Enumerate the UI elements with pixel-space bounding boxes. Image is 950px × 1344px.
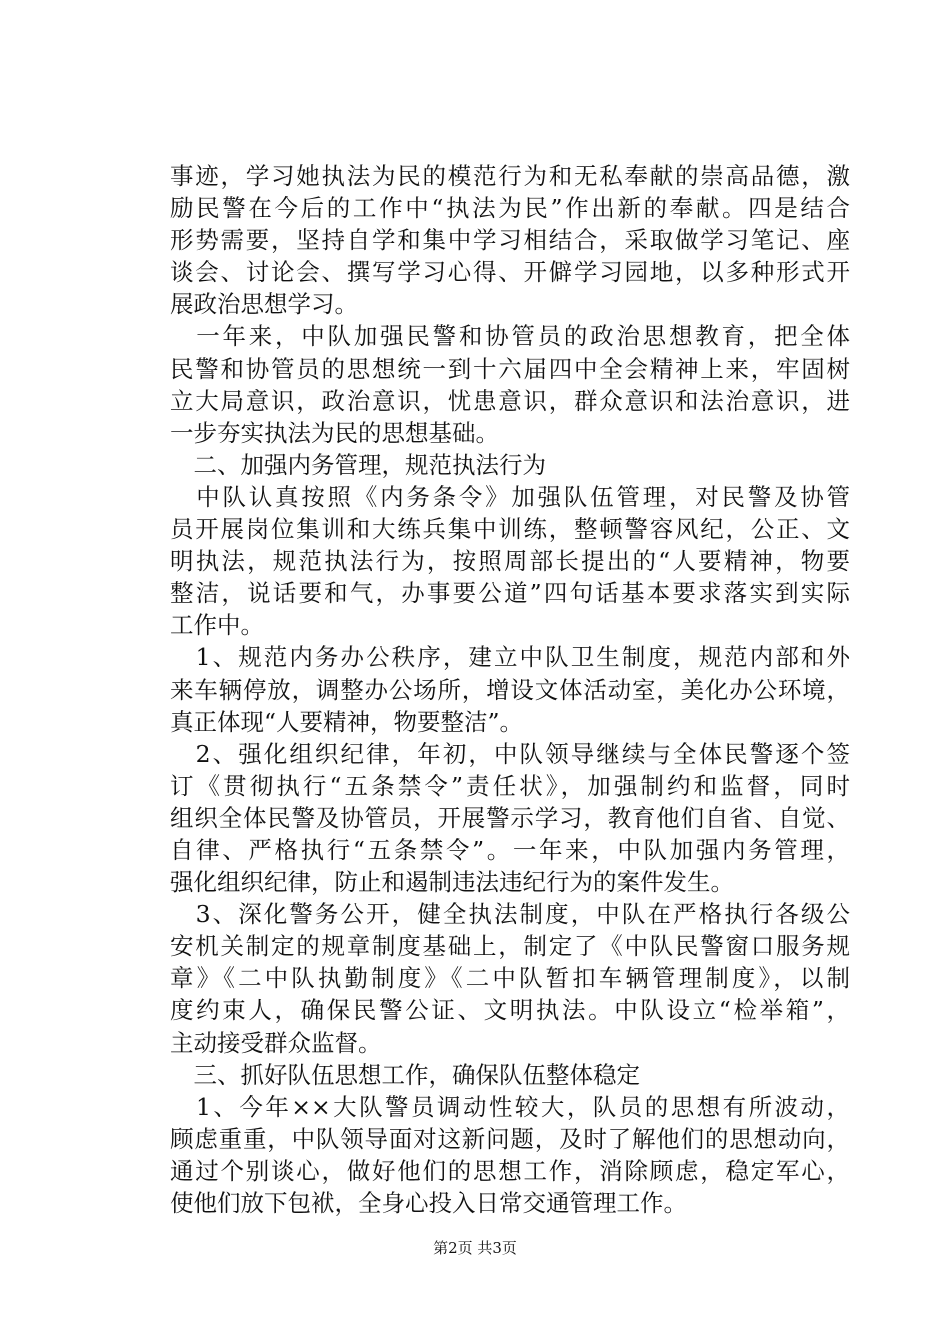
text-line: 一步夯实执法为民的思想基础。 [170, 418, 499, 447]
text-line: 民警和协管员的思想统一到十六届四中全会精神上来，牢固树 [170, 354, 850, 383]
text-line: 2、强化组织纪律，年初，中队领导继续与全体民警逐个签 [170, 739, 850, 768]
body-text [170, 160, 850, 1219]
text-line: 度约束人，确保民警公证、文明执法。中队设立“检举箱”， [170, 996, 850, 1025]
text-line: 使他们放下包袱，全身心投入日常交通管理工作。 [170, 1189, 687, 1217]
text-line: 二、加强内务管理，规范执法行为 [170, 450, 546, 479]
text-line: 展政治思想学习。 [170, 290, 358, 319]
text-line: 订《贯彻执行“五条禁令”责任状》，加强制约和监督，同时 [170, 771, 850, 800]
text-line: 整洁，说话要和气，办事要公道”四句话基本要求落实到实际 [170, 579, 850, 608]
text-line: 章》《二中队执勤制度》《二中队暂扣车辆管理制度》，以制 [170, 964, 850, 993]
text-line: 来车辆停放，调整办公场所，增设文体活动室，美化办公环境， [170, 675, 850, 704]
text-line: 3、深化警务公开，健全执法制度，中队在严格执行各级公 [170, 900, 850, 929]
text-line: 组织全体民警及协管员，开展警示学习，教育他们自省、自觉、 [170, 803, 850, 832]
text-line: 中队认真按照《内务条令》加强队伍管理，对民警及协管 [170, 482, 850, 511]
text-line: 主动接受群众监督。 [170, 1028, 382, 1057]
text-line: 工作中。 [170, 611, 264, 640]
text-line: 一年来，中队加强民警和协管员的政治思想教育，把全体 [170, 322, 850, 351]
text-line: 通过个别谈心，做好他们的思想工作，消除顾虑，稳定军心， [170, 1156, 850, 1185]
page-number-footer: 第2页 共3页 [433, 1239, 517, 1257]
text-line: 顾虑重重，中队领导面对这新问题，及时了解他们的思想动向， [170, 1124, 850, 1153]
text-line: 强化组织纪律，防止和遏制违法违纪行为的案件发生。 [170, 868, 734, 897]
text-line: 自律、严格执行“五条禁令”。一年来，中队加强内务管理， [170, 835, 850, 864]
text-line: 1、规范内务办公秩序，建立中队卫生制度，规范内部和外 [170, 643, 850, 672]
text-line: 真正体现“人要精神，物要整洁”。 [170, 707, 524, 736]
text-line: 立大局意识，政治意识，忧患意识，群众意识和法治意识，进 [170, 386, 850, 415]
text-line: 1、今年××大队警员调动性较大，队员的思想有所波动， [170, 1092, 850, 1121]
text-line: 事迹，学习她执法为民的模范行为和无私奉献的崇高品德，激 [170, 162, 850, 190]
text-line: 明执法，规范执法行为，按照周部长提出的“人要精神，物要 [170, 547, 850, 576]
text-line: 励民警在今后的工作中“执法为民”作出新的奉献。四是结合 [170, 194, 850, 223]
text-line: 三、抓好队伍思想工作，确保队伍整体稳定 [170, 1060, 640, 1089]
text-line: 员开展岗位集训和大练兵集中训练，整顿警容风纪，公正、文 [170, 515, 850, 544]
text-line: 安机关制定的规章制度基础上，制定了《中队民警窗口服务规 [170, 932, 850, 961]
text-line: 谈会、讨论会、撰写学习心得、开僻学习园地，以多种形式开 [170, 258, 850, 287]
text-line: 形势需要，坚持自学和集中学习相结合，采取做学习笔记、座 [170, 226, 850, 255]
